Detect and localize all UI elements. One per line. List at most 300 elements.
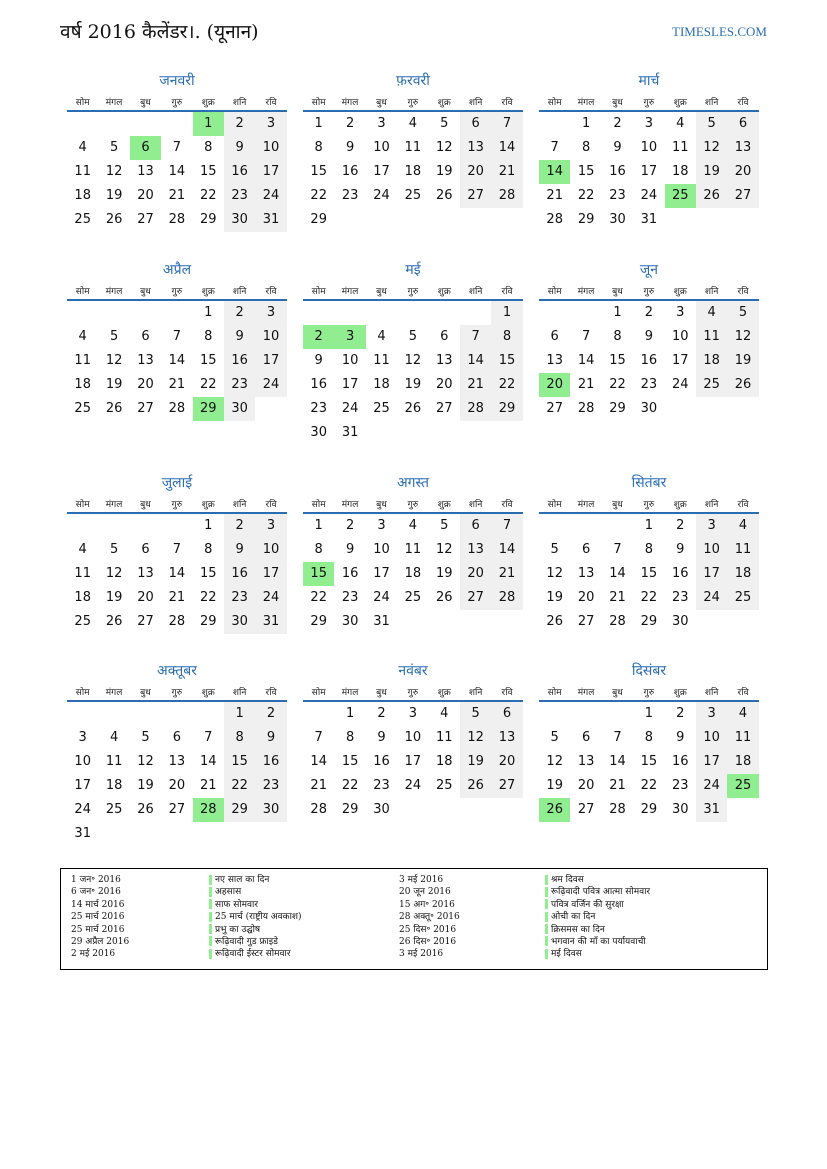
day-cell: 4 xyxy=(696,301,727,325)
holiday-date: 29 अप्रैल 2016 xyxy=(71,936,130,947)
day-cell: 7 xyxy=(460,325,491,349)
day-cell: 1 xyxy=(314,116,323,131)
weekday-label: बुध xyxy=(140,687,151,698)
holiday-date: 25 मार्च 2016 xyxy=(71,912,125,923)
day-cell: 7 xyxy=(491,514,522,538)
weekday-label: शुक्र xyxy=(673,286,687,297)
day-cell: 20 xyxy=(491,750,522,774)
day-cell: 30 xyxy=(224,610,255,634)
weekday-label: मंगल xyxy=(577,499,595,510)
week-row xyxy=(67,514,287,538)
day-cell: 24 xyxy=(696,586,727,610)
week-row xyxy=(539,349,759,373)
day-cell: 23 xyxy=(224,184,255,208)
day-cell: 30 xyxy=(671,614,689,629)
day-cell: 12 xyxy=(435,542,453,557)
holiday-name xyxy=(209,899,302,911)
week-row xyxy=(67,136,287,160)
weekday-label: सोम xyxy=(311,97,326,108)
day-cell: 13 xyxy=(460,538,491,562)
day-cell: 8 xyxy=(613,329,622,344)
week-row xyxy=(539,702,759,726)
day-cell: 18 xyxy=(105,778,123,793)
day-cell: 16 xyxy=(640,353,658,368)
weekday-label: सोम xyxy=(547,687,562,698)
weekday-label: सोम xyxy=(75,286,90,297)
day-cell: 29 xyxy=(310,614,327,629)
holiday-name xyxy=(545,948,650,960)
weekday-label: रवि xyxy=(737,499,749,510)
empty-cell xyxy=(366,301,397,325)
day-cell: 15 xyxy=(491,349,522,373)
day-cell: 26 xyxy=(105,614,123,629)
day-cell: 30 xyxy=(224,397,255,421)
day-cell: 12 xyxy=(105,164,123,179)
weekday-label: शनि xyxy=(468,97,483,108)
day-cell: 21 xyxy=(310,778,327,793)
week-row xyxy=(303,325,523,349)
day-cell: 2 xyxy=(303,325,334,349)
weekday-header xyxy=(539,682,759,702)
weekday-label: शुक्र xyxy=(437,286,451,297)
day-cell: 11 xyxy=(696,325,727,349)
day-grid xyxy=(539,112,759,232)
week-row xyxy=(303,208,523,232)
day-cell: 5 xyxy=(109,329,119,344)
day-cell: 5 xyxy=(550,542,559,557)
holiday-date: 6 जन॰ 2016 xyxy=(71,887,121,898)
day-cell: 6 xyxy=(141,329,150,344)
day-cell: 20 xyxy=(577,778,595,793)
day-cell: 21 xyxy=(168,590,186,605)
holiday-marker xyxy=(209,887,212,897)
day-cell: 16 xyxy=(373,754,390,769)
holiday-date: 26 दिस॰ 2016 xyxy=(399,936,457,947)
week-row xyxy=(303,349,523,373)
day-cell: 30 xyxy=(373,802,390,817)
holiday-name-text: ओची का दिन xyxy=(551,912,596,923)
week-row xyxy=(67,349,287,373)
day-cell: 26 xyxy=(435,590,453,605)
day-grid xyxy=(303,112,523,232)
day-cell: 25 xyxy=(727,586,758,610)
week-row xyxy=(539,208,759,232)
day-cell: 15 xyxy=(303,562,334,586)
day-cell: 2 xyxy=(676,518,685,533)
weekday-label: शुक्र xyxy=(201,499,215,510)
week-row xyxy=(303,112,523,136)
day-cell: 10 xyxy=(696,538,727,562)
day-cell: 23 xyxy=(341,590,359,605)
day-cell: 27 xyxy=(168,802,186,817)
day-cell: 10 xyxy=(255,136,286,160)
empty-cell xyxy=(727,208,758,232)
day-cell: 22 xyxy=(310,590,327,605)
day-cell: 16 xyxy=(255,750,286,774)
holiday-name-text: रूढ़िवादी गुड फ्राइडे xyxy=(215,936,278,947)
day-cell: 2 xyxy=(644,305,653,320)
day-cell: 9 xyxy=(345,542,355,557)
day-cell: 22 xyxy=(199,188,217,203)
week-row xyxy=(67,184,287,208)
month-name: अप्रैल xyxy=(162,262,192,278)
month-name: अगस्त xyxy=(396,475,429,491)
day-cell: 17 xyxy=(640,164,658,179)
day-cell: 1 xyxy=(644,518,653,533)
day-cell: 3 xyxy=(255,112,286,136)
week-row xyxy=(67,301,287,325)
week-row xyxy=(67,562,287,586)
day-cell: 19 xyxy=(105,377,123,392)
day-cell: 20 xyxy=(435,377,453,392)
empty-cell xyxy=(161,822,192,846)
empty-cell xyxy=(130,112,161,136)
day-cell: 7 xyxy=(172,542,181,557)
weekday-label: मंगल xyxy=(577,97,595,108)
weekday-label: मंगल xyxy=(577,286,595,297)
weekday-label: बुध xyxy=(612,687,623,698)
weekday-label: गुरु xyxy=(643,499,655,510)
day-cell: 12 xyxy=(696,136,727,160)
day-cell: 5 xyxy=(727,301,758,325)
month-name: जनवरी xyxy=(159,73,195,89)
day-cell: 11 xyxy=(105,754,123,769)
weekday-label: सोम xyxy=(75,97,90,108)
day-cell: 20 xyxy=(137,377,154,392)
holiday-name-text: क्रिसमस का दिन xyxy=(551,924,605,935)
day-cell: 5 xyxy=(109,542,119,557)
empty-cell xyxy=(98,301,129,325)
day-cell: 24 xyxy=(404,778,422,793)
week-row xyxy=(303,160,523,184)
weekday-header xyxy=(67,92,287,112)
day-cell: 23 xyxy=(609,188,626,203)
day-cell: 15 xyxy=(640,754,658,769)
day-cell: 8 xyxy=(204,329,213,344)
day-cell: 1 xyxy=(314,518,323,533)
weekday-label: रवि xyxy=(737,286,749,297)
day-cell: 24 xyxy=(255,586,286,610)
weekday-header xyxy=(539,281,759,301)
day-cell: 27 xyxy=(546,401,563,416)
day-cell: 12 xyxy=(546,754,563,769)
day-cell: 28 xyxy=(310,802,327,817)
day-cell: 27 xyxy=(137,212,154,227)
week-row xyxy=(67,798,287,822)
weekday-label: रवि xyxy=(265,499,277,510)
day-cell: 16 xyxy=(224,160,255,184)
day-cell: 17 xyxy=(74,778,91,793)
empty-cell xyxy=(602,702,633,726)
week-row xyxy=(303,774,523,798)
weekday-label: सोम xyxy=(75,687,90,698)
day-cell: 23 xyxy=(224,586,255,610)
month-name: नवंबर xyxy=(398,663,428,679)
day-cell: 23 xyxy=(671,590,689,605)
day-cell: 24 xyxy=(373,590,390,605)
day-cell: 13 xyxy=(137,566,154,581)
holiday-name xyxy=(545,936,650,948)
day-cell: 13 xyxy=(137,353,154,368)
empty-cell xyxy=(161,301,192,325)
empty-cell xyxy=(460,301,491,325)
month-block xyxy=(67,259,287,421)
day-cell: 30 xyxy=(255,798,286,822)
day-cell: 4 xyxy=(377,329,386,344)
day-cell: 4 xyxy=(78,542,87,557)
empty-cell xyxy=(67,301,98,325)
empty-cell xyxy=(491,208,522,232)
day-cell: 16 xyxy=(224,349,255,373)
day-cell: 9 xyxy=(345,140,355,155)
weekday-label: शनि xyxy=(468,499,483,510)
week-row xyxy=(67,373,287,397)
week-row xyxy=(303,702,523,726)
day-cell: 2 xyxy=(613,116,622,131)
month-name: अक्तूबर xyxy=(157,663,197,679)
day-cell: 10 xyxy=(696,726,727,750)
month-block xyxy=(303,660,523,822)
day-cell: 23 xyxy=(671,778,689,793)
empty-cell xyxy=(696,397,727,421)
empty-cell xyxy=(491,798,522,822)
day-cell: 13 xyxy=(137,164,154,179)
day-cell: 3 xyxy=(255,514,286,538)
weekday-label: गुरु xyxy=(407,499,419,510)
day-cell: 25 xyxy=(435,778,453,793)
day-cell: 14 xyxy=(168,353,186,368)
day-cell: 16 xyxy=(310,377,327,392)
day-grid xyxy=(303,702,523,822)
day-cell: 25 xyxy=(665,184,696,208)
week-row xyxy=(539,514,759,538)
holiday-name xyxy=(209,936,302,948)
day-cell: 19 xyxy=(460,750,491,774)
day-cell: 8 xyxy=(224,726,255,750)
site-link[interactable]: TIMESLES.COM xyxy=(672,24,767,39)
day-cell: 26 xyxy=(105,401,123,416)
day-cell: 10 xyxy=(74,754,91,769)
day-cell: 7 xyxy=(204,730,213,745)
day-cell: 3 xyxy=(377,116,386,131)
week-row xyxy=(67,822,287,846)
day-cell: 19 xyxy=(435,164,453,179)
week-row xyxy=(539,750,759,774)
empty-cell xyxy=(727,397,758,421)
day-cell: 17 xyxy=(696,562,727,586)
day-cell: 18 xyxy=(404,566,422,581)
day-cell: 12 xyxy=(105,566,123,581)
weekday-label: मंगल xyxy=(341,499,359,510)
day-cell: 22 xyxy=(199,590,217,605)
weekday-label: शुक्र xyxy=(437,97,451,108)
weekday-label: सोम xyxy=(311,499,326,510)
empty-cell xyxy=(696,208,727,232)
weekday-header xyxy=(303,494,523,514)
day-cell: 30 xyxy=(609,212,626,227)
day-cell: 9 xyxy=(377,730,386,745)
day-cell: 26 xyxy=(727,373,758,397)
day-cell: 12 xyxy=(727,325,758,349)
day-cell: 9 xyxy=(224,325,255,349)
day-cell: 8 xyxy=(314,140,323,155)
day-cell: 3 xyxy=(377,518,386,533)
day-cell: 15 xyxy=(224,750,255,774)
day-cell: 14 xyxy=(491,136,522,160)
day-cell: 27 xyxy=(460,184,491,208)
day-cell: 22 xyxy=(199,377,217,392)
holiday-marker xyxy=(209,899,212,909)
day-cell: 26 xyxy=(137,802,154,817)
empty-cell xyxy=(161,702,192,726)
day-cell: 11 xyxy=(373,353,390,368)
day-cell: 24 xyxy=(671,377,689,392)
week-row xyxy=(539,397,759,421)
holiday-marker xyxy=(545,912,548,922)
day-cell: 11 xyxy=(74,353,91,368)
day-cell: 27 xyxy=(137,401,154,416)
day-cell: 27 xyxy=(577,614,595,629)
day-cell: 13 xyxy=(577,566,595,581)
day-cell: 28 xyxy=(609,614,626,629)
day-cell: 6 xyxy=(460,112,491,136)
empty-cell xyxy=(429,610,460,634)
day-cell: 31 xyxy=(255,610,286,634)
holiday-name-text: पवित्र वर्जिन की सुरक्षा xyxy=(551,899,624,910)
empty-cell xyxy=(397,421,428,445)
day-cell: 28 xyxy=(460,397,491,421)
weekday-label: गुरु xyxy=(407,687,419,698)
month-block xyxy=(67,472,287,634)
day-cell: 21 xyxy=(546,188,563,203)
holiday-name xyxy=(209,948,302,960)
day-cell: 17 xyxy=(404,754,422,769)
day-cell: 19 xyxy=(727,349,758,373)
empty-cell xyxy=(67,702,98,726)
month-name: जून xyxy=(639,262,659,278)
day-cell: 15 xyxy=(640,566,658,581)
week-row xyxy=(539,798,759,822)
day-cell: 21 xyxy=(491,562,522,586)
weekday-label: रवि xyxy=(265,97,277,108)
day-cell: 18 xyxy=(74,188,91,203)
holiday-name xyxy=(545,874,650,886)
holiday-name xyxy=(209,886,302,898)
day-cell: 15 xyxy=(341,754,359,769)
day-cell: 19 xyxy=(546,778,563,793)
day-cell: 20 xyxy=(460,562,491,586)
weekday-label: शनि xyxy=(232,97,247,108)
day-cell: 8 xyxy=(644,730,653,745)
week-row xyxy=(303,538,523,562)
day-cell: 8 xyxy=(644,542,653,557)
weekday-label: शुक्र xyxy=(437,499,451,510)
holiday-list xyxy=(60,868,768,970)
day-cell: 29 xyxy=(310,212,327,227)
holiday-date: 15 अग॰ 2016 xyxy=(399,899,455,910)
day-cell: 7 xyxy=(314,730,323,745)
empty-cell xyxy=(98,112,129,136)
day-cell: 4 xyxy=(440,706,449,721)
holiday-date: 1 जन॰ 2016 xyxy=(71,875,121,885)
weekday-label: मंगल xyxy=(105,687,123,698)
holiday-name xyxy=(545,911,650,923)
empty-cell xyxy=(334,301,365,325)
day-cell: 2 xyxy=(224,514,255,538)
day-cell: 26 xyxy=(546,614,563,629)
day-cell: 2 xyxy=(224,112,255,136)
day-cell: 10 xyxy=(671,329,689,344)
day-cell: 14 xyxy=(539,160,570,184)
weekday-label: रवि xyxy=(501,286,513,297)
day-cell: 3 xyxy=(696,514,727,538)
day-cell: 26 xyxy=(404,401,422,416)
day-grid xyxy=(67,514,287,634)
day-cell: 25 xyxy=(404,188,422,203)
day-cell: 22 xyxy=(640,778,658,793)
weekday-label: गुरु xyxy=(171,687,183,698)
month-name: मार्च xyxy=(638,73,660,89)
weekday-label: बुध xyxy=(376,286,387,297)
weekday-label: शुक्र xyxy=(437,687,451,698)
holiday-dates-right xyxy=(399,874,460,961)
month-block xyxy=(303,70,523,232)
day-cell: 19 xyxy=(404,377,422,392)
month-block xyxy=(539,660,759,822)
holiday-name-text: मई दिवस xyxy=(551,949,582,960)
empty-cell xyxy=(429,208,460,232)
day-cell: 25 xyxy=(373,401,390,416)
holiday-name-text: नए साल का दिन xyxy=(215,875,270,885)
day-cell: 18 xyxy=(435,754,453,769)
holiday-marker xyxy=(545,949,548,959)
day-cell: 21 xyxy=(491,160,522,184)
day-cell: 30 xyxy=(341,614,359,629)
weekday-label: गुरु xyxy=(643,687,655,698)
day-cell: 15 xyxy=(199,566,217,581)
day-cell: 14 xyxy=(460,349,491,373)
month-block xyxy=(303,472,523,634)
day-cell: 6 xyxy=(727,112,758,136)
day-cell: 3 xyxy=(644,116,653,131)
day-cell: 2 xyxy=(345,518,355,533)
day-cell: 18 xyxy=(696,349,727,373)
weekday-label: शुक्र xyxy=(201,687,215,698)
holiday-name-text: रूढ़िवादी ईस्टर सोमवार xyxy=(215,949,291,960)
weekday-label: सोम xyxy=(311,286,326,297)
day-cell: 6 xyxy=(491,702,522,726)
day-cell: 16 xyxy=(609,164,626,179)
weekday-header xyxy=(303,281,523,301)
month-name: जुलाई xyxy=(161,475,193,491)
day-cell: 8 xyxy=(314,542,323,557)
day-cell: 27 xyxy=(137,614,154,629)
holiday-names-left xyxy=(209,874,302,961)
day-cell: 13 xyxy=(435,353,453,368)
week-row xyxy=(303,514,523,538)
weekday-header xyxy=(303,92,523,112)
day-cell: 29 xyxy=(199,614,217,629)
day-cell: 22 xyxy=(640,590,658,605)
month-name: मई xyxy=(405,262,421,278)
holiday-date: 3 मई 2016 xyxy=(399,875,444,885)
day-cell: 5 xyxy=(550,730,559,745)
day-cell: 11 xyxy=(404,542,422,557)
day-cell: 26 xyxy=(105,212,123,227)
day-cell: 28 xyxy=(491,184,522,208)
day-grid xyxy=(67,112,287,232)
day-cell: 24 xyxy=(696,774,727,798)
